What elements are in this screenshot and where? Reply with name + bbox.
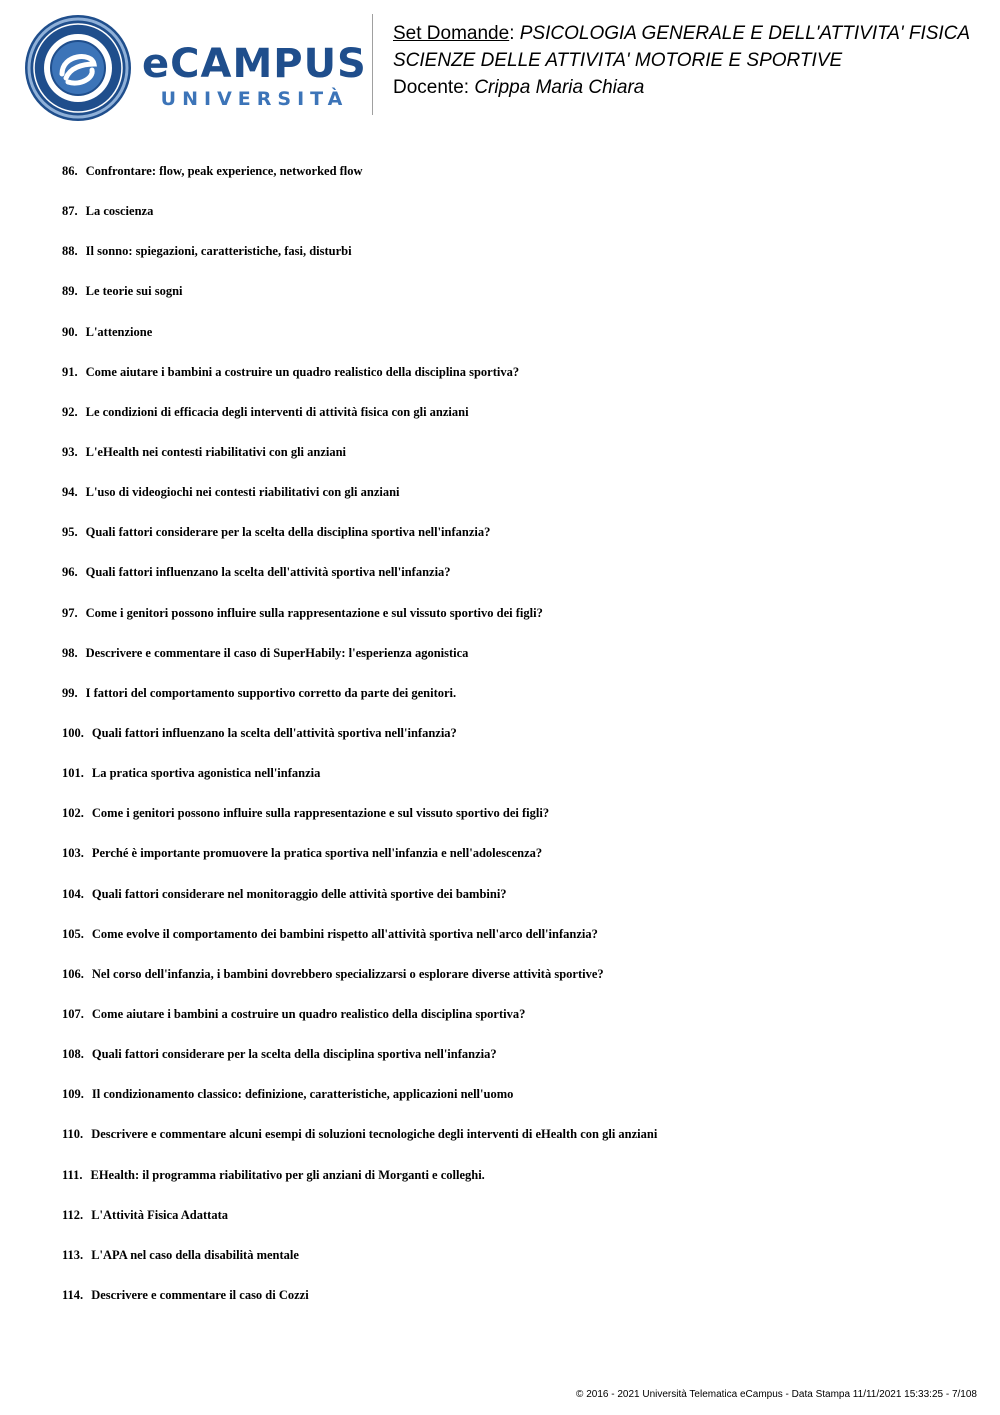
question-item xyxy=(62,685,962,725)
question-number: 113. xyxy=(62,1247,84,1262)
question-item xyxy=(62,645,962,685)
question-item xyxy=(62,524,962,564)
question-text: Confrontare: flow, peak experience, networked flow xyxy=(85,164,363,178)
question-text: Le condizioni di efficacia degli interventi di attività fisica con gli anziani xyxy=(85,404,469,419)
question-text: Il sonno: spiegazioni, caratteristiche, fasi, disturbi xyxy=(85,244,352,259)
question-number: 87. xyxy=(62,204,78,219)
set-label: Set Domande xyxy=(393,23,510,44)
question-item xyxy=(62,1167,962,1207)
question-item xyxy=(62,364,962,404)
question-item xyxy=(62,1046,962,1086)
question-text: Quali fattori influenzano la scelta dell'attività sportiva nell'infanzia? xyxy=(91,725,457,740)
question-number: 99. xyxy=(62,685,78,700)
question-item xyxy=(62,243,962,283)
question-number: 103. xyxy=(62,846,84,861)
question-number: 88. xyxy=(62,244,78,259)
brand-subtitle: UNIVERSITÀ xyxy=(160,88,349,110)
question-number: 90. xyxy=(62,324,78,339)
question-item xyxy=(62,444,962,484)
question-text: Come aiutare i bambini a costruire un quadro realistico della disciplina sportiva? xyxy=(91,1006,526,1021)
question-text: Come evolve il comportamento dei bambini rispetto all'attività sportiva nell'arco dell'infanzia? xyxy=(91,926,598,941)
document-header xyxy=(393,20,993,101)
question-text: L'eHealth nei contesti riabilitativi con gli anziani xyxy=(85,444,347,459)
question-item xyxy=(62,163,962,203)
question-text: I fattori del comportamento supportivo corretto da parte dei genitori. xyxy=(85,685,457,700)
question-item xyxy=(62,845,962,885)
question-number: 89. xyxy=(62,284,78,299)
question-item xyxy=(62,886,962,926)
question-text: Come i genitori possono influire sulla rappresentazione e sul vissuto sportivo dei figli? xyxy=(85,605,543,620)
teacher-name: Crippa Maria Chiara xyxy=(474,77,645,98)
question-item xyxy=(62,404,962,444)
question-item xyxy=(62,324,962,364)
question-number: 112. xyxy=(62,1207,84,1222)
question-item xyxy=(62,1247,962,1287)
question-text: Quali fattori considerare per la scelta della disciplina sportiva nell'infanzia? xyxy=(85,525,491,540)
question-text: Descrivere e commentare il caso di SuperHabily: l'esperienza agonistica xyxy=(85,645,469,660)
question-item xyxy=(62,605,962,645)
question-item xyxy=(62,805,962,845)
question-item xyxy=(62,926,962,966)
question-number: 86. xyxy=(62,164,78,178)
question-item xyxy=(62,484,962,524)
question-text: Perché è importante promuovere la pratica sportiva nell'infanzia e nell'adolescenza? xyxy=(91,846,543,861)
question-number: 101. xyxy=(62,766,84,781)
question-text: La coscienza xyxy=(85,204,154,219)
teacher-label: Docente: xyxy=(393,77,470,98)
set-title-line: Set Domande: PSICOLOGIA GENERALE E DELL'ATTIVITA' FISICA xyxy=(393,23,971,44)
question-number: 95. xyxy=(62,525,78,540)
question-text: Quali fattori considerare nel monitoraggio delle attività sportive dei bambini? xyxy=(91,886,507,901)
question-number: 93. xyxy=(62,444,78,459)
question-number: 100. xyxy=(62,725,84,740)
question-text: Nel corso dell'infanzia, i bambini dovrebbero specializzarsi o esplorare diverse attività sportive? xyxy=(91,966,604,981)
set-title: PSICOLOGIA GENERALE E DELL'ATTIVITA' FISICA xyxy=(519,23,971,44)
question-number: 96. xyxy=(62,565,78,580)
question-number: 91. xyxy=(62,364,78,379)
question-text: Come i genitori possono influire sulla rappresentazione e sul vissuto sportivo dei figli? xyxy=(91,806,550,821)
page-footer: © 2016 - 2021 Università Telematica eCampus - Data Stampa 11/11/2021 15:33:25 - 7/108 xyxy=(576,1389,977,1400)
question-text: Le teorie sui sogni xyxy=(85,284,183,299)
course-line xyxy=(393,47,993,74)
question-item xyxy=(62,725,962,765)
question-item xyxy=(62,1126,962,1166)
question-text: Come aiutare i bambini a costruire un quadro realistico della disciplina sportiva? xyxy=(85,364,520,379)
question-item xyxy=(62,1287,962,1327)
question-text: EHealth: il programma riabilitativo per gli anziani di Morganti e colleghi. xyxy=(90,1167,485,1182)
ecampus-seal-icon xyxy=(22,12,134,124)
question-number: 92. xyxy=(62,404,78,419)
question-number: 98. xyxy=(62,645,78,660)
question-item xyxy=(62,966,962,1006)
question-item xyxy=(62,564,962,604)
question-number: 109. xyxy=(62,1087,84,1102)
question-number: 102. xyxy=(62,806,84,821)
question-text: L'Attività Fisica Adattata xyxy=(91,1207,228,1222)
question-text: La pratica sportiva agonistica nell'infanzia xyxy=(91,766,321,781)
question-number: 108. xyxy=(62,1047,84,1062)
question-text: Quali fattori influenzano la scelta dell'attività sportiva nell'infanzia? xyxy=(85,565,451,580)
question-list xyxy=(62,163,962,1327)
question-number: 111. xyxy=(62,1167,83,1182)
question-number: 110. xyxy=(62,1127,84,1142)
question-number: 107. xyxy=(62,1006,84,1021)
question-number: 94. xyxy=(62,485,78,500)
question-text: Quali fattori considerare per la scelta della disciplina sportiva nell'infanzia? xyxy=(91,1047,497,1062)
brand-name: eCAMPUS xyxy=(142,41,367,87)
question-item xyxy=(62,283,962,323)
question-item xyxy=(62,203,962,243)
question-text: L'uso di videogiochi nei contesti riabilitativi con gli anziani xyxy=(85,485,400,500)
header-divider xyxy=(372,14,373,115)
question-item xyxy=(62,765,962,805)
question-text: Descrivere e commentare il caso di Cozzi xyxy=(91,1287,309,1302)
question-number: 97. xyxy=(62,605,78,620)
question-text: Il condizionamento classico: definizione, caratteristiche, applicazioni nell'uomo xyxy=(91,1087,514,1102)
course-name: SCIENZE DELLE ATTIVITA' MOTORIE E SPORTIVE xyxy=(393,50,843,71)
ecampus-logo xyxy=(12,12,367,122)
question-item xyxy=(62,1207,962,1247)
question-item xyxy=(62,1086,962,1126)
question-text: L'APA nel caso della disabilità mentale xyxy=(91,1247,299,1262)
question-text: L'attenzione xyxy=(85,324,153,339)
question-number: 106. xyxy=(62,966,84,981)
question-text: Descrivere e commentare alcuni esempi di soluzioni tecnologiche degli interventi di eHealth con gli anziani xyxy=(91,1127,658,1142)
question-number: 114. xyxy=(62,1287,84,1302)
question-item xyxy=(62,1006,962,1046)
question-number: 105. xyxy=(62,926,84,941)
question-number: 104. xyxy=(62,886,84,901)
teacher-line xyxy=(393,74,993,101)
